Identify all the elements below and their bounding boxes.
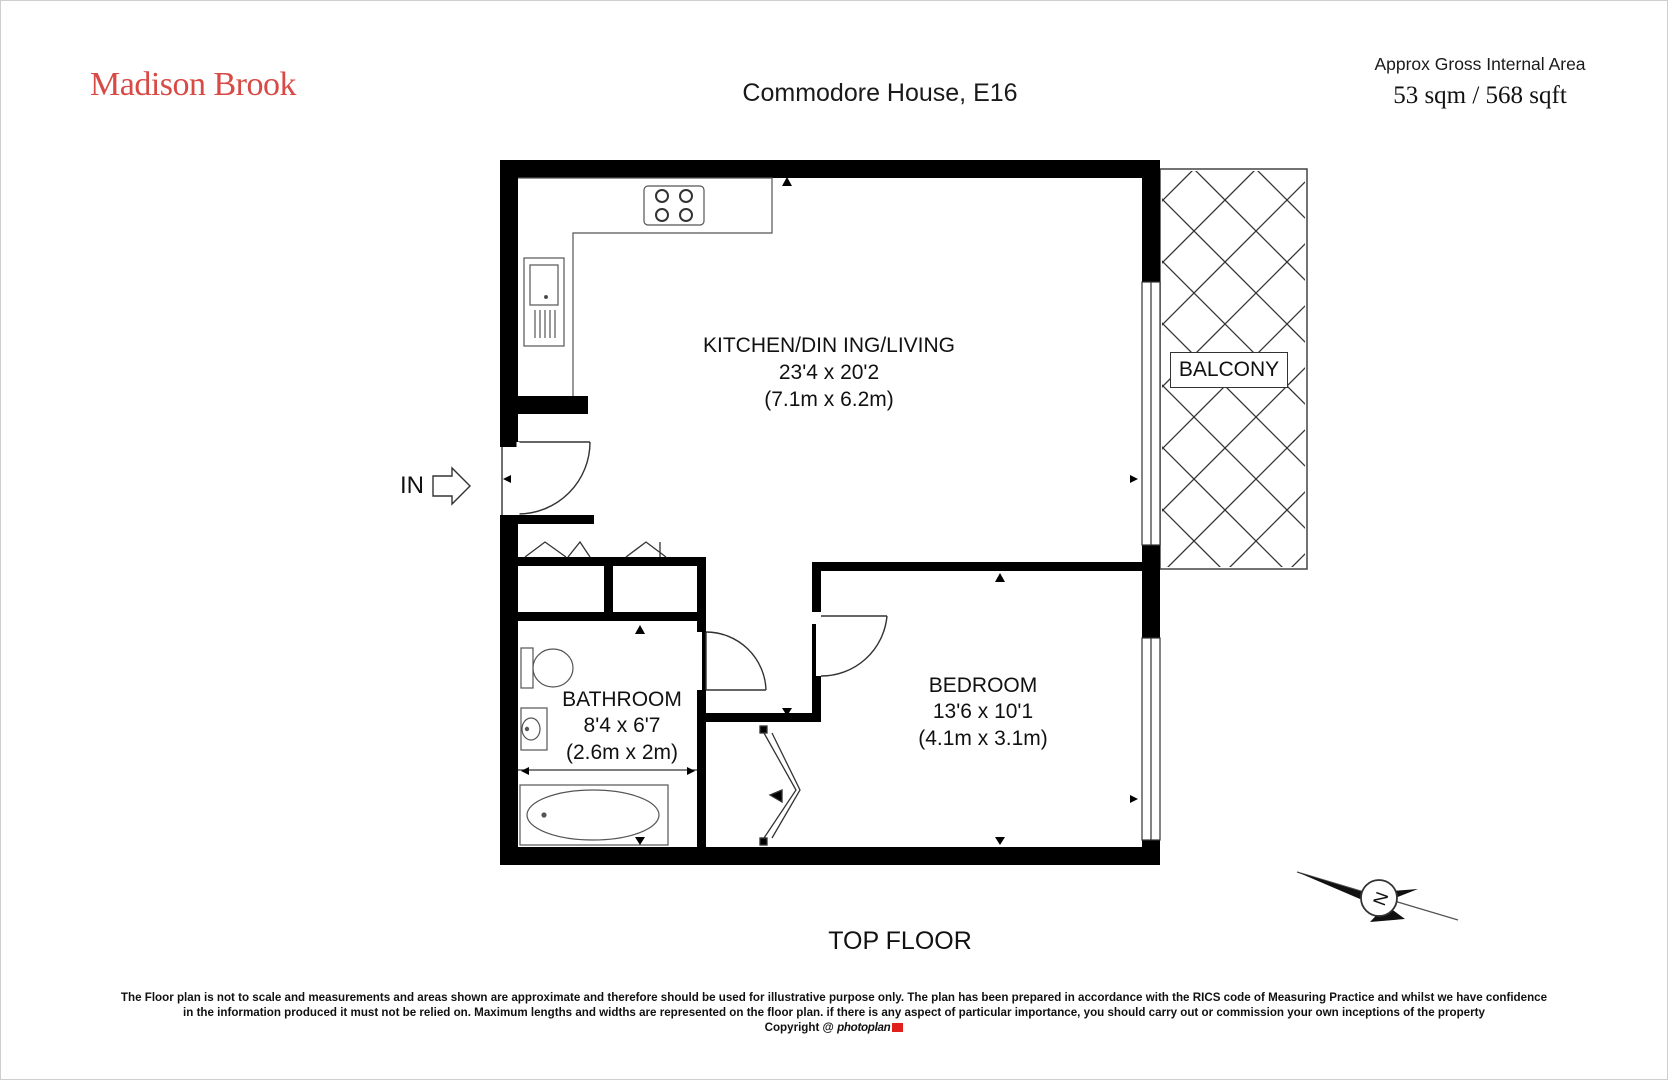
bathroom-imperial: 8'4 x 6'7 (583, 714, 661, 737)
balcony-area (360, 169, 1668, 569)
brand-logo: Madison Brook (90, 66, 296, 103)
bathroom-door (697, 632, 766, 690)
entrance-door (502, 442, 590, 515)
photoplan-brand: photoplan (837, 1021, 891, 1034)
entrance-arrow-icon (433, 468, 470, 504)
bathroom-metric: (2.6m x 2m) (565, 741, 679, 764)
property-title: Commodore House, E16 (742, 79, 1018, 107)
compass-north-letter: N (1369, 889, 1393, 909)
bedroom-metric: (4.1m x 3.1m) (918, 727, 1048, 750)
interior-walls (518, 396, 1142, 847)
kitchen-name: KITCHEN/DIN ING/LIVING (702, 334, 956, 357)
photoplan-logo-icon (892, 1023, 903, 1032)
balcony-label: BALCONY (1170, 352, 1288, 388)
kitchen-imperial: 23'4 x 20'2 (778, 361, 880, 384)
kitchen-metric: (7.1m x 6.2m) (764, 388, 894, 411)
bedroom-imperial: 13'6 x 10'1 (932, 700, 1034, 723)
bedroom-door (821, 613, 887, 676)
kitchen-fixtures (518, 178, 772, 396)
floor-label: TOP FLOOR (828, 927, 972, 955)
room-labels (562, 334, 1048, 764)
disclaimer: The Floor plan is not to scale and measurements and areas shown are approximate and therefore should be used for illustrative purpose only. The plan has been prepared in accordance with the RICS code of Measuring Practice and whilst we have confidence in the information produced it must not be relied on. Maximum lengths and widths are represented on the floor plan. if there is any aspect of particular importance, you should carry out or commission your own inceptions of the property (120, 991, 1548, 1019)
copyright-prefix: Copyright @ (764, 1021, 834, 1034)
area-value: 53 sqm / 568 sqft (1393, 82, 1567, 109)
compass-icon (1297, 872, 1458, 922)
bathroom-name: BATHROOM (562, 688, 682, 711)
wardrobe-doors (760, 726, 800, 845)
area-label: Approx Gross Internal Area (1374, 54, 1586, 74)
copyright (600, 1021, 1068, 1034)
entrance-label: IN (400, 472, 424, 499)
storage-doors (525, 542, 666, 557)
bedroom-name: BEDROOM (928, 674, 1038, 697)
